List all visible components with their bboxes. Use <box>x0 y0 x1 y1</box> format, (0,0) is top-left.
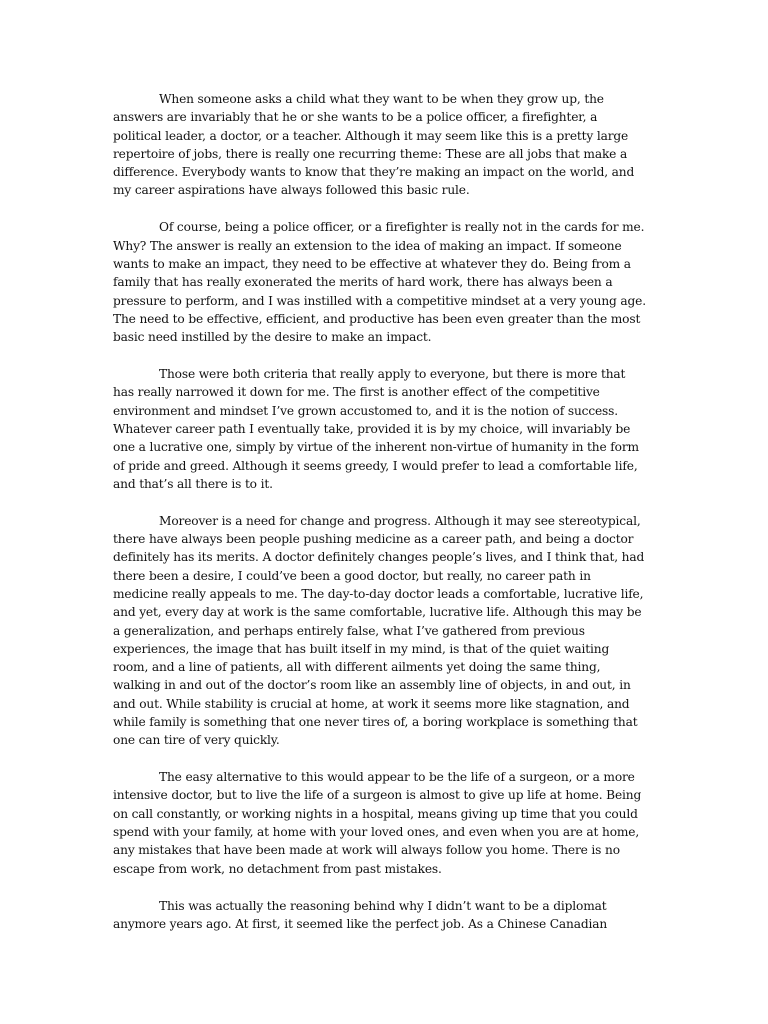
paragraph-5: The easy alternative to this would appear to be the life of a surgeon, or a more intensive doctor, but to live the life of a surgeon is almost to give up life at home. Being on call constantly, or working nights in a hospital, means giving up time that you could spend with your family, at home with your loved ones, and even when you are at home, any mistakes that have been made at work will always follow you home. There is no escape from work, no detachment from past mistakes. <box>113 770 642 876</box>
document-page <box>113 90 648 952</box>
paragraph-6: This was actually the reasoning behind why I didn’t want to be a diplomat anymore years ago. At first, it seemed like the perfect job. As a Chinese Canadian <box>113 898 608 931</box>
paragraph-1: When someone asks a child what they want to be when they grow up, the answers are invariably that he or she wants to be a police officer, a firefighter, a political leader, a doctor, or a teacher. Although it may seem like this is a pretty large repertoire of jobs, there is really one recurring theme: These are all jobs that make a difference. Everybody wants to know that they’re making an impact on the world, and my career aspirations have always followed this basic rule. <box>113 92 635 198</box>
paragraph-3: Those were both criteria that really apply to everyone, but there is more that has really narrowed it down for me. The first is another effect of the competitive environment and mindset I’ve grown accustomed to, and it is the notion of success. Whatever career path I eventually take, provided it is by my choice, will invariably be one a lucrative one, simply by virtue of the inherent non-virtue of humanity in the form of pride and greed. Although it seems greedy, I would prefer to lead a comfortable life, and that’s all there is to it. <box>113 367 639 491</box>
paragraph-2: Of course, being a police officer, or a firefighter is really not in the cards for me. Why? The answer is really an extension to the idea of making an impact. If someone wants to make an impact, they need to be effective at whatever they do. Being from a family that has really exonerated the merits of hard work, there has always been a pressure to perform, and I was instilled with a competitive mindset at a very young age. The need to be effective, efficient, and productive has been even greater than the most basic need instilled by the desire to make an impact. <box>113 220 646 345</box>
paragraph-4: Moreover is a need for change and progress. Although it may see stereotypical, there have always been people pushing medicine as a career path, and being a doctor definitely has its merits. A doctor definitely changes people’s lives, and I think that, had there been a desire, I could’ve been a good doctor, but really, no career path in medicine really appeals to me. The day-to-day doctor leads a comfortable, lucrative life, and yet, every day at work is the same comfortable, lucrative life. Although this may be a generalization, and perhaps entirely false, what I’ve gathered from previous experiences, the image that has built itself in my mind, is that of the quiet waiting room, and a line of patients, all with different ailments yet doing the same thing, walking in and out of the doctor’s room like an assembly line of objects, in and out, in and out. While stability is crucial at home, at work it seems more like stagnation, and while family is something that one never tires of, a boring workplace is something that one can tire of very quickly. <box>113 513 645 748</box>
